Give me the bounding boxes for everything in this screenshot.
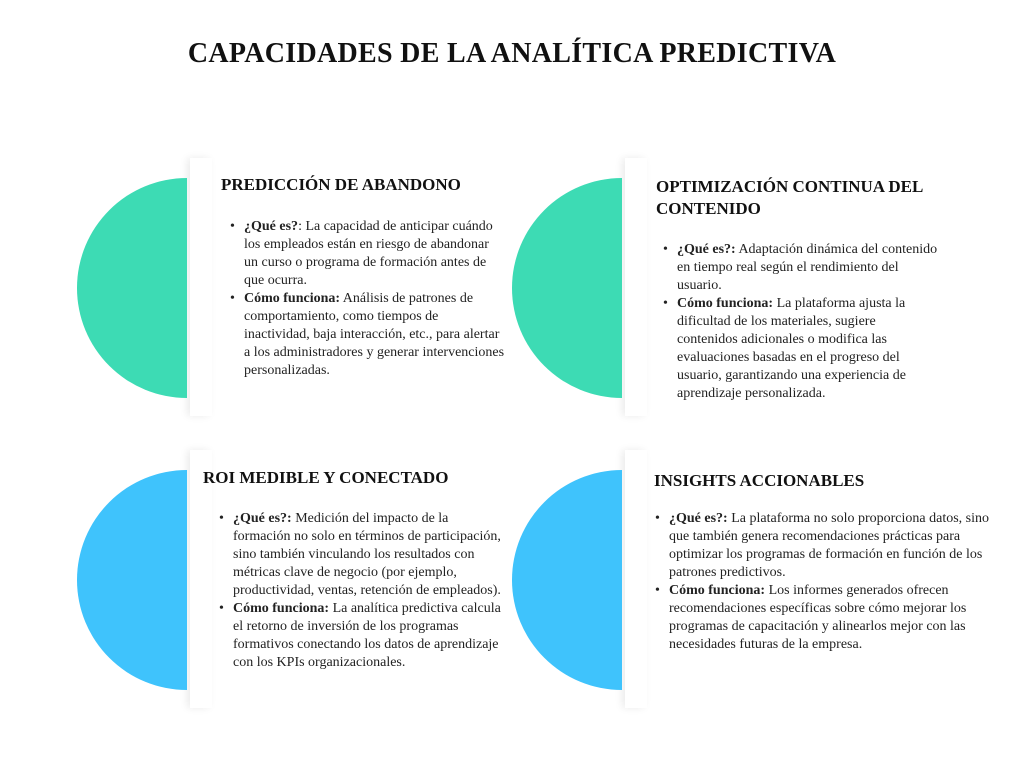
card-shadow-1 bbox=[190, 158, 212, 416]
green-half-circle-1 bbox=[77, 178, 187, 398]
como-funciona-text: La analítica predictiva calcula el retorno de inversión de los programas formativos conectando los datos de aprendizaje con los KPIs organizacionales. bbox=[233, 601, 501, 670]
que-es-text: La plataforma no solo proporciona datos, sino que también genera recomendaciones prácticas para optimizar los programas de formación en función de los patrones predictivos. bbox=[669, 511, 989, 580]
card-list-roi bbox=[233, 510, 505, 672]
page-title: CAPACIDADES DE LA ANALÍTICA PREDICTIVA bbox=[187, 38, 837, 69]
card-list-optimizacion bbox=[677, 241, 939, 403]
list-item-que-es bbox=[244, 218, 506, 290]
blue-half-circle-2 bbox=[512, 470, 622, 690]
que-es-text: : La capacidad de anticipar cuándo los empleados están en riesgo de abandonar un curso o programa de formación antes de que ocurra. bbox=[244, 219, 493, 288]
blue-half-circle-1 bbox=[77, 470, 187, 690]
como-funciona-text: La plataforma ajusta la dificultad de los materiales, sugiere contenidos adicionales o modifica las evaluaciones basadas en el progreso del usuario, garantizando una experiencia de aprendizaje personalizada. bbox=[677, 296, 906, 401]
que-es-label: ¿Qué es?: bbox=[677, 242, 736, 257]
card-title-optimizacion: OPTIMIZACIÓN CONTINUA DEL CONTENIDO bbox=[656, 177, 923, 218]
que-es-label: ¿Qué es?: bbox=[233, 511, 292, 526]
como-funciona-text: Los informes generados ofrecen recomendaciones específicas sobre cómo mejorar los programas de capacitación y alinearlos mejor con las necesidades futuras de la empresa. bbox=[669, 583, 967, 652]
list-item-como-funciona bbox=[677, 295, 939, 403]
list-item-como-funciona bbox=[244, 290, 506, 380]
como-funciona-label: Cómo funciona: bbox=[244, 291, 341, 306]
card-list-insights bbox=[669, 510, 994, 654]
card-list-prediccion bbox=[244, 218, 506, 380]
que-es-text: Medición del impacto de la formación no solo en términos de participación, sino también vinculando los resultados con métricas clave de negocio (por ejemplo, productividad, ventas, retención de empleados). bbox=[233, 511, 501, 598]
card-title-insights: INSIGHTS ACCIONABLES bbox=[654, 471, 865, 490]
green-half-circle-2 bbox=[512, 178, 622, 398]
list-item-que-es bbox=[677, 241, 939, 295]
list-item-que-es bbox=[669, 510, 994, 582]
list-item-que-es bbox=[233, 510, 505, 600]
card-shadow-4 bbox=[625, 450, 647, 708]
como-funciona-label: Cómo funciona: bbox=[233, 601, 330, 616]
que-es-text: Adaptación dinámica del contenido en tiempo real según el rendimiento del usuario. bbox=[677, 242, 938, 293]
list-item-como-funciona bbox=[233, 600, 505, 672]
como-funciona-label: Cómo funciona: bbox=[669, 583, 766, 598]
como-funciona-label: Cómo funciona: bbox=[677, 296, 774, 311]
list-item-como-funciona bbox=[669, 582, 994, 654]
que-es-label: ¿Qué es?: bbox=[669, 511, 728, 526]
como-funciona-text: Análisis de patrones de comportamiento, como tiempos de inactividad, baja interacción, etc., para alertar a los administradores y generar intervenciones personalizadas. bbox=[244, 291, 505, 378]
card-title-prediccion: PREDICCIÓN DE ABANDONO bbox=[221, 175, 461, 194]
que-es-label: ¿Qué es? bbox=[244, 219, 299, 234]
card-title-roi: ROI MEDIBLE Y CONECTADO bbox=[203, 468, 449, 487]
card-shadow-2 bbox=[625, 158, 647, 416]
